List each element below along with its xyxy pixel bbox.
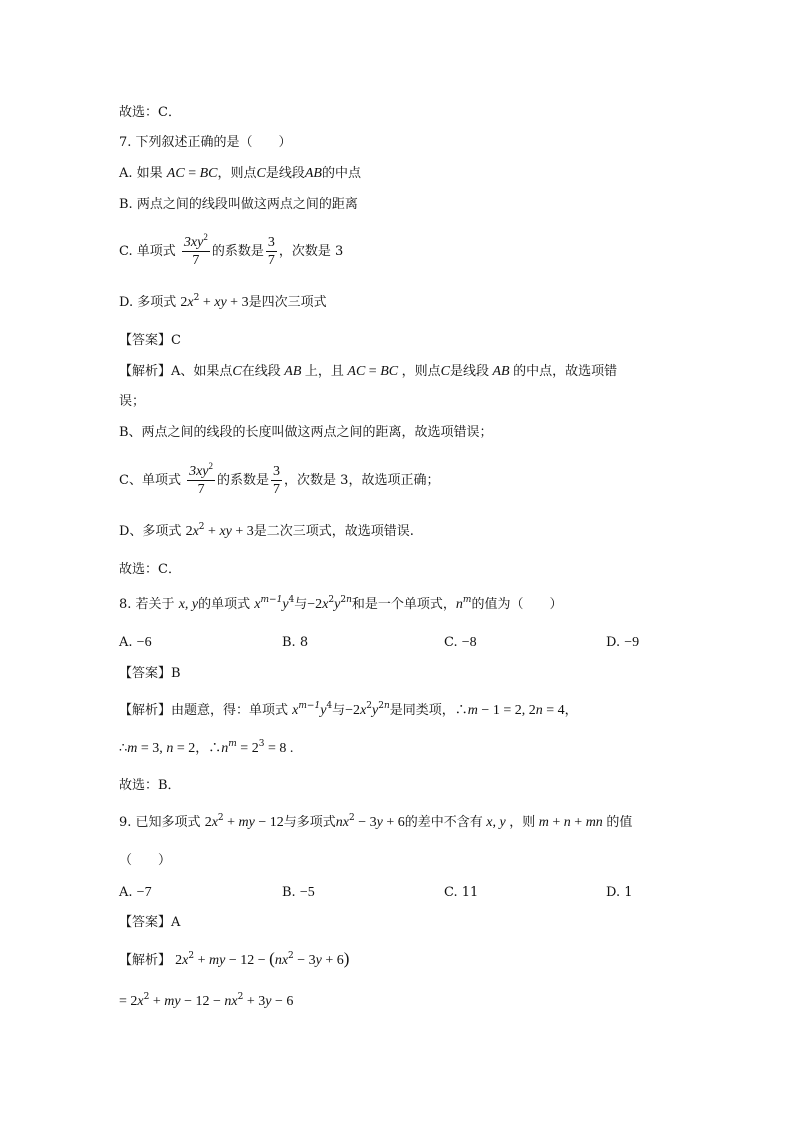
q7-option-b: B. 两点之间的线段叫做这两点之间的距离 xyxy=(119,197,358,212)
q7-answer: 【答案】C xyxy=(119,333,181,348)
prev-conclusion: 故选：C． xyxy=(119,105,181,120)
q8-conclusion: 故选：B． xyxy=(119,778,181,793)
q7-option-d: D. 多项式 $2x^2$ + xy + 3是四次三项式 xyxy=(119,293,327,310)
q7-conclusion: 故选：C． xyxy=(119,562,181,577)
q9-paren: （ ） xyxy=(119,853,172,868)
q7-stem: 7. 下列叙述正确的是（ ） xyxy=(119,135,292,150)
q9-option-c: C. 11 xyxy=(444,885,479,900)
q7-analysis-a: 【解析】A、如果点C在线段 AB 上，且 AC = BC ，则点C是线段 AB 的中点，故选项错 xyxy=(119,364,618,379)
q8-option-a: A. −6 xyxy=(119,635,152,650)
fraction-3-over-7: $\frac{3}{7}$ xyxy=(273,464,281,497)
q9-analysis-2: = $2x^2$ + my − $12 - nx^2 + 3y - 6$ xyxy=(119,992,294,1009)
q8-analysis-1: 【解析】由题意，得：单项式 $x^{m-1}y^4$与$-2x^2y^{2n}$是同类项，∴m − 1 = 2, 2n = 4， xyxy=(119,701,578,718)
q7-analysis-a-wrap: 误； xyxy=(119,394,146,409)
fraction-3xy2-over-7: $\frac{3xy^2}{7}$ xyxy=(189,461,214,497)
math-ac-bc: AC xyxy=(166,166,185,181)
q7-option-c: C. 单项式 $\frac{3xy^2}{7}$ 的系数是 $\frac{3}{7}$ ，次数是 3 xyxy=(119,232,344,268)
q8-option-d: D. −9 xyxy=(606,635,640,650)
q8-stem: 8. 若关于 x, y的单项式 $x^{m-1}y^4$与$-2x^2y^{2n}$和是一个单项式，$n^m$的值为（ ） xyxy=(119,595,563,612)
q7-analysis-c: C、单项式 $\frac{3xy^2}{7}$ 的系数是 $\frac{3}{7}$ ，次数是 3，故选项正确； xyxy=(119,461,440,497)
q9-analysis-1: 【解析】 $2x^2$ + my − $12 - (nx^2 - 3y + 6)$ xyxy=(119,949,350,968)
q8-option-c: C. −8 xyxy=(444,635,477,650)
q7-option-a: A. 如果 AC = BC，则点C是线段AB的中点 xyxy=(119,166,361,181)
q9-stem: 9. 已知多项式 $2x^2$ + my − 12与多项式$nx^2 - 3y + 6$的差中不含有 x, y ，则 m + n + mn 的值 xyxy=(119,813,633,830)
q9-option-b: B. −5 xyxy=(282,885,315,900)
fraction-3-over-7: $\frac{3}{7}$ xyxy=(267,235,275,268)
q9-answer: 【答案】A xyxy=(119,915,181,930)
q9-option-a: A. −7 xyxy=(119,885,152,900)
q8-option-b: B. 8 xyxy=(282,635,309,650)
q8-analysis-2: ∴m = 3, n = 2，$\therefore n^m = 2^3 = 8$ . xyxy=(119,739,294,756)
q7-analysis-b: B、两点之间的线段的长度叫做这两点之间的距离，故选项错误； xyxy=(119,425,493,440)
fraction-3xy2-over-7: $\frac{3xy^2}{7}$ xyxy=(183,232,208,268)
q9-option-d: D. 1 xyxy=(606,885,633,900)
q7-analysis-d: D、多项式 $2x^2$ + xy + 3是二次三项式，故选项错误. xyxy=(119,522,414,539)
q8-answer: 【答案】B xyxy=(119,666,181,681)
